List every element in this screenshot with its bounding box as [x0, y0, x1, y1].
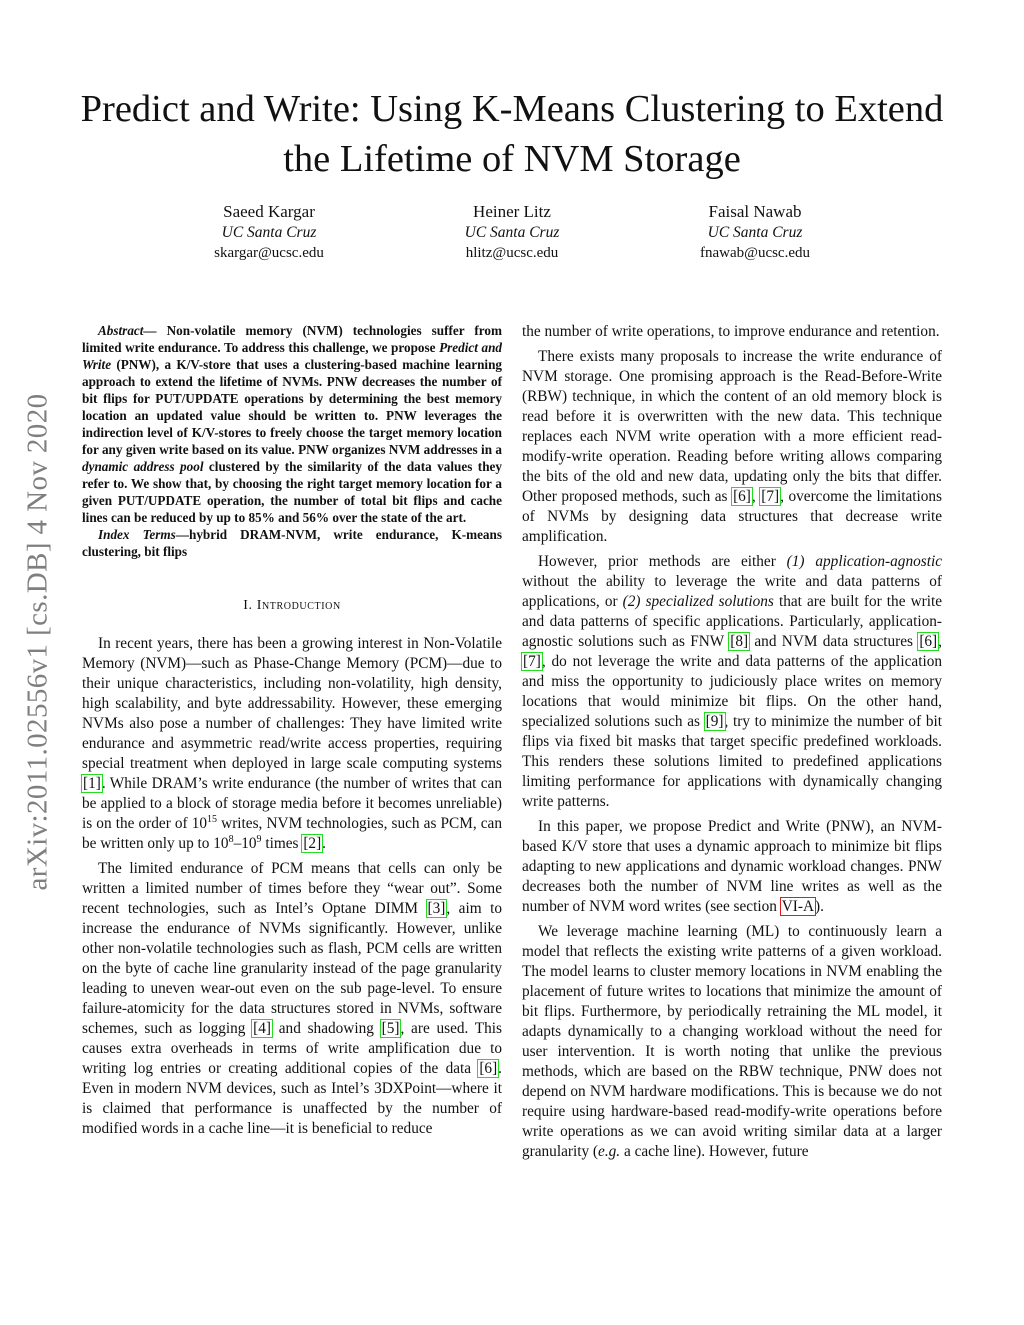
- body-text: , are used. This causes extra overheads in terms of write amplification due to writing log entries or creating additional copies of the data: [82, 1020, 503, 1077]
- abstract-label: Abstract—: [98, 323, 157, 338]
- citation-link[interactable]: [1]: [83, 775, 101, 792]
- right-column: [522, 322, 942, 1162]
- author-name: Saeed Kargar: [223, 202, 315, 221]
- body-text: In recent years, there has been a growing interest in Non-Volatile Memory (NVM)—such as Phase-Change Memory (PCM)—due to their unique characteristics, including non-volatility, high density, high scalability, and byte addressability. However, these emerging NVMs also pose a number of challenges: They have limited write endurance and asymmetric read/write access properties, requiring special treatment when deployed in large scale computing systems: [82, 635, 502, 772]
- body-text: . While DRAM’s write endurance (the number of writes that can be applied to a block of storage media before it becomes unreliable) is on the order of 10: [82, 775, 502, 832]
- citation-link[interactable]: [8]: [730, 633, 749, 650]
- exponent: 9: [256, 833, 262, 845]
- citation-link[interactable]: [4]: [253, 1020, 272, 1037]
- body-text: ,: [751, 488, 761, 505]
- body-text: ,: [938, 633, 942, 650]
- body-text: In this paper, we propose Predict and Write (PNW), an NVM-based K/V store that uses a dynamic approach to minimize bit flips adapting to new applications and dynamic workload changes. PNW decreases both the number of NVM line writes as well as the number of NVM word writes (see section: [522, 818, 942, 915]
- body-text: that are built for the write and data patterns of specific applications. Particularly, application-agnostic solutions such as FNW: [522, 593, 942, 650]
- citation-link[interactable]: [6]: [479, 1060, 498, 1077]
- index-terms: [82, 526, 502, 560]
- citation-link[interactable]: [6]: [919, 633, 938, 650]
- body-paragraph: the number of write operations, to improve endurance and retention.: [522, 323, 940, 340]
- body-text: , do not leverage the write and data patterns of the application and miss the opportunity to judiciously place writes on memory locations that would minimize bit flips. On the other hand, specialized solutions such as: [522, 653, 942, 730]
- body-text: , try to minimize the number of bit flips via fixed bit masks that target specific predefined workloads. This renders these solutions limited to predefined applications limiting performance for applications with dynamically changing write patterns.: [522, 713, 942, 810]
- author-2: [382, 201, 642, 264]
- citation-link[interactable]: [9]: [705, 713, 724, 730]
- body-text: without the ability to leverage the write and data patterns of applications, or: [522, 573, 942, 610]
- section-reference-link[interactable]: VI-A: [781, 898, 815, 915]
- abstract-text: clustered by the similarity of the data values they refer to. We show that, by choosing the right target memory location for a given PUT/UPDATE operation, the number of total bit flips and cache lines can be reduced by up to 85% and 56% over the state of the art.: [82, 459, 502, 525]
- body-text: and shadowing: [272, 1020, 381, 1037]
- abstract-text: (PNW), a K/V-store that uses a clustering-based machine learning approach to extend the lifetime of NVMs. PNW decreases the number of bit flips for PUT/UPDATE operations by determining the best memory location an updated value should be written to. PNW leverages the indirection level of K/V-stores to freely choose the target memory location for any given write based on its value. PNW organizes NVM addresses in a: [82, 357, 502, 457]
- left-column: [82, 322, 502, 1139]
- body-paragraph: [522, 347, 942, 547]
- author-block: [0, 201, 1024, 271]
- body-text: writes, NVM technologies, such as PCM, can be written only up to 10: [82, 815, 502, 852]
- author-name: Heiner Litz: [473, 202, 551, 221]
- exponent: 8: [228, 833, 234, 845]
- author-affiliation: UC Santa Cruz: [221, 224, 317, 241]
- paper-title: Predict and Write: Using K-Means Clustering to Extend the Lifetime of NVM Storage: [80, 88, 944, 180]
- body-text: a cache line). However, future: [620, 1143, 809, 1160]
- body-text: There exists many proposals to increase the write endurance of NVM storage. One promising approach is the Read-Before-Write (RBW) technique, in which the content of an old memory block is read before it is overwritten with the new data. This technique replaces each NVM write operation with a more efficient read-modify-write operation. Reading before writing allows comparing the bits of the old and new data, updating only the bits that differ. Other proposed methods, such as: [522, 348, 942, 505]
- body-paragraph: [82, 634, 502, 854]
- body-emphasis: e.g.: [598, 1143, 621, 1160]
- citation-link[interactable]: [7]: [523, 653, 541, 670]
- abstract-emphasis: Predict and Write: [82, 340, 502, 372]
- body-text: We leverage machine learning (ML) to continuously learn a model that reflects the existing write patterns of a given workload. The model learns to cluster memory locations in NVM enabling the placement of future writes to locations that minimize the amount of bit flips. Furthermore, by periodically retraining the ML model, it adapts dynamically to a changing workload without the need for user intervention. It is worth noting that unlike the previous methods, which are based on the RBW technique, PNW does not depend on NVM hardware modifications. This is because we do not require using hardware-based read-modify-write operations before write operations as we can avoid writing similar data at a larger granularity (: [522, 923, 942, 1160]
- body-text: , overcome the limitations of NVMs by designing data structures that decrease write amplification.: [522, 488, 942, 545]
- body-paragraph: [522, 817, 942, 917]
- body-emphasis: (2) specialized solutions: [622, 593, 774, 610]
- body-emphasis: (1) application-agnostic: [786, 553, 942, 570]
- author-affiliation: UC Santa Cruz: [707, 224, 803, 241]
- body-paragraph: [522, 922, 942, 1162]
- index-terms-text: —hybrid DRAM-NVM, write endurance, K-means clustering, bit flips: [82, 527, 502, 559]
- section-heading: [82, 596, 502, 616]
- author-name: Faisal Nawab: [708, 202, 802, 221]
- body-paragraph: [522, 552, 942, 812]
- author-email[interactable]: skargar@ucsc.edu: [214, 245, 324, 261]
- body-text: , aim to increase the endurance of NVMs significantly. However, unlike other non-volatile technologies such as flash, PCM cells are written on the byte of cache line granularity instead of the page granularity leading to uneven wear-out even on the sub page-level. To ensure failure-atomicity for the data structures stored in NVMs, software schemes, such as logging: [82, 900, 502, 1037]
- body-text: . Even in modern NVM devices, such as Intel’s 3DXPoint—where it is claimed that performance is unaffected by the number of modified words in a cache line—it is beneficial to reduce: [82, 1060, 502, 1137]
- body-text: and NVM data structures: [749, 633, 919, 650]
- body-text: However, prior methods are either: [538, 553, 787, 570]
- body-paragraph: [82, 859, 502, 1139]
- section-number: I.: [243, 598, 253, 613]
- body-text: The limited endurance of PCM means that cells can only be written a limited number of times before they “wear out”. Some recent technologies, such as Intel’s Optane DIMM: [82, 860, 502, 917]
- abstract-emphasis: dynamic address pool: [82, 459, 204, 474]
- citation-link[interactable]: [7]: [761, 488, 780, 505]
- body-text: .: [322, 835, 326, 852]
- section-title: Introduction: [256, 598, 341, 613]
- author-email[interactable]: fnawab@ucsc.edu: [699, 245, 811, 261]
- index-terms-label: Index Terms: [98, 527, 176, 542]
- body-text: ).: [815, 898, 824, 915]
- author-affiliation: UC Santa Cruz: [464, 224, 560, 241]
- arxiv-id[interactable]: arXiv:2011.02556v1 [cs.DB] 4 Nov 2020: [21, 393, 54, 891]
- author-3: [625, 201, 885, 264]
- body-text: –10: [233, 835, 257, 852]
- author-1: [139, 201, 399, 264]
- citation-link[interactable]: [2]: [303, 835, 322, 852]
- abstract-text: Non-volatile memory (NVM) technologies suffer from limited write endurance. To address this challenge, we propose: [82, 323, 502, 355]
- citation-link[interactable]: [3]: [427, 900, 446, 917]
- exponent: 15: [207, 813, 218, 825]
- author-email[interactable]: hlitz@ucsc.edu: [465, 245, 559, 261]
- citation-link[interactable]: [6]: [733, 488, 751, 505]
- body-text: times: [261, 835, 303, 852]
- citation-link[interactable]: [5]: [381, 1020, 400, 1037]
- abstract: [82, 322, 502, 526]
